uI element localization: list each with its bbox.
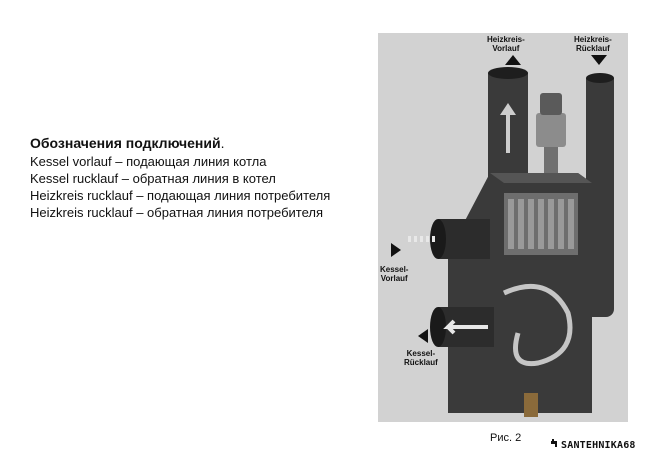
heizkreis-ruecklauf-pipe-opening	[586, 73, 614, 83]
label-kessel-ruecklauf-line2: Rücklauf	[404, 358, 438, 367]
heizkreis-vorlauf-pipe-opening	[488, 67, 528, 79]
label-heizkreis-vorlauf-line1: Heizkreis-	[487, 35, 525, 44]
label-kessel-ruecklauf	[404, 349, 438, 367]
label-heizkreis-vorlauf-line2: Vorlauf	[492, 44, 520, 53]
label-heizkreis-vorlauf	[487, 35, 525, 53]
legend-title	[30, 134, 370, 152]
label-kessel-vorlauf-line1: Kessel-	[380, 265, 409, 274]
hydraulic-unit-figure	[378, 33, 628, 422]
drain-valve	[524, 393, 538, 417]
heizkreis-vorlauf-up-triangle	[505, 55, 521, 65]
kessel-ruecklauf-outlet-opening	[430, 307, 446, 347]
kessel-ruecklauf-left-triangle	[418, 329, 428, 343]
legend-line-kessel-vorlauf: Kessel vorlauf – подающая линия котла	[30, 154, 267, 169]
air-vent-stem	[544, 147, 558, 175]
heizkreis-ruecklauf-down-triangle	[591, 55, 607, 65]
label-heizkreis-ruecklauf-line2: Rücklauf	[576, 44, 610, 53]
legend-line-kessel-rucklauf: Kessel rucklauf – обратная линия в котел	[30, 171, 276, 186]
label-kessel-vorlauf-line2: Vorlauf	[380, 274, 408, 283]
legend-line-heizkreis-vorlauf: Heizkreis rucklauf – подающая линия потребителя	[30, 188, 331, 203]
connections-legend	[30, 134, 370, 221]
legend-title-dot: .	[220, 135, 225, 151]
separator-housing-top	[490, 173, 592, 183]
faucet-icon	[550, 439, 560, 449]
santehnika-watermark	[550, 439, 636, 451]
legend-line-heizkreis-rucklauf: Heizkreis rucklauf – обратная линия потребителя	[30, 205, 324, 220]
label-heizkreis-ruecklauf-line1: Heizkreis-	[574, 35, 612, 44]
kessel-vorlauf-right-triangle	[391, 243, 401, 257]
legend-title-text: Обозначения подключений	[30, 135, 221, 151]
label-heizkreis-ruecklauf	[574, 35, 612, 53]
air-vent-cap	[540, 93, 562, 115]
label-kessel-ruecklauf-line1: Kessel-	[406, 349, 436, 358]
watermark-text: SANTEHNIKA68	[561, 440, 636, 451]
label-kessel-vorlauf	[380, 265, 408, 283]
figure-caption: Рис. 2	[490, 432, 522, 444]
air-vent-body	[536, 113, 566, 147]
